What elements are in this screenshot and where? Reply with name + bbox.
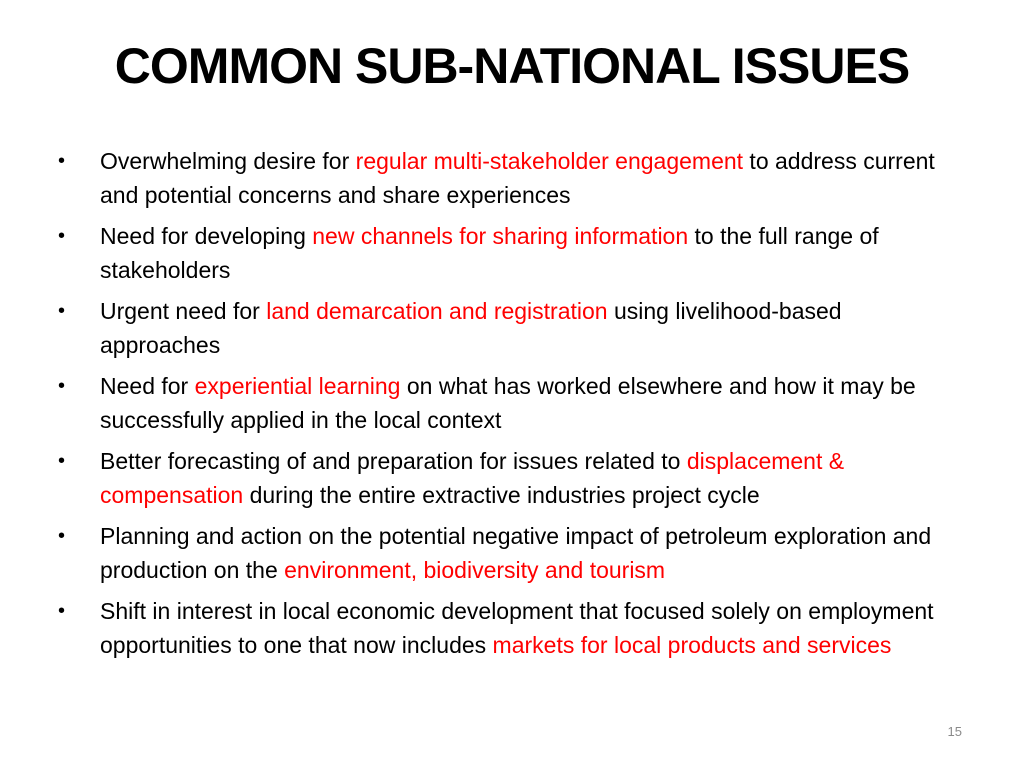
bullet-icon: •	[58, 525, 66, 547]
bullet-highlight: markets for local products and services	[492, 632, 892, 658]
bullet-icon: •	[58, 600, 66, 622]
bullet-text-pre: Need for developing	[100, 223, 313, 249]
bullet-item-7	[58, 594, 968, 662]
bullet-text-post: to address current and potential concerns and share experiences	[100, 148, 935, 208]
bullet-text-post: to the full range of stakeholders	[100, 223, 879, 283]
bullet-text-post: during the entire extractive industries project cycle	[243, 482, 760, 508]
bullet-item-6	[58, 519, 968, 587]
bullet-highlight: experiential learning	[194, 373, 401, 399]
bullet-text-pre: Overwhelming desire for	[100, 148, 356, 174]
bullet-list	[58, 144, 968, 669]
bullet-item-2	[58, 219, 968, 287]
bullet-highlight: displacement & compensation	[100, 448, 845, 508]
bullet-icon: •	[58, 375, 66, 397]
bullet-item-5	[58, 444, 968, 512]
bullet-item-4	[58, 369, 968, 437]
bullet-text-post: on what has worked elsewhere and how it may be successfully applied in the local context	[100, 373, 916, 433]
bullet-item-1	[58, 144, 968, 212]
bullet-text-pre: Need for	[100, 373, 195, 399]
bullet-highlight: new channels for sharing information	[312, 223, 689, 249]
bullet-icon: •	[58, 225, 66, 247]
bullet-icon: •	[58, 150, 66, 172]
page-number: 15	[947, 724, 962, 739]
bullet-highlight: land demarcation and registration	[266, 298, 608, 324]
bullet-icon: •	[58, 300, 66, 322]
bullet-highlight: environment, biodiversity and tourism	[284, 557, 666, 583]
bullet-text-pre: Urgent need for	[100, 298, 267, 324]
bullet-text-post: using livelihood-based approaches	[100, 298, 842, 358]
bullet-highlight: regular multi-stakeholder engagement	[355, 148, 744, 174]
bullet-icon: •	[58, 450, 66, 472]
bullet-text-pre: Shift in interest in local economic development that focused solely on employment opportunities to one that now includes	[100, 598, 934, 658]
slide-title: COMMON SUB-NATIONAL ISSUES	[114, 38, 910, 94]
bullet-text-pre: Better forecasting of and preparation for issues related to	[100, 448, 687, 474]
bullet-text-pre: Planning and action on the potential negative impact of petroleum exploration and production on the	[100, 523, 932, 583]
bullet-item-3	[58, 294, 968, 362]
